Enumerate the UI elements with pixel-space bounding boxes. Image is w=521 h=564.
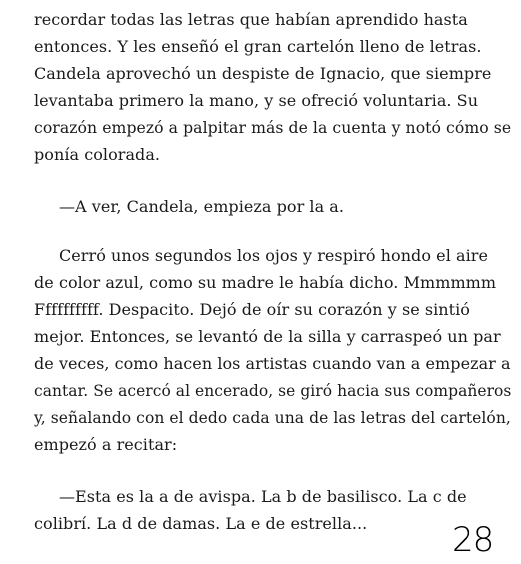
text-line: mejor. Entonces, se levantó de la silla y carraspeó un par xyxy=(34,327,501,346)
text-line: y, señalando con el dedo cada una de las letras del cartelón, xyxy=(34,408,511,427)
text-line: de veces, como hacen los artistas cuando van a empezar a xyxy=(34,354,511,373)
dialogue-line: —A ver, Candela, empieza por la a. xyxy=(59,197,345,216)
text-line: de color azul, como su madre le había dicho. Mmmmmm xyxy=(34,273,497,292)
text-line: colibrí. La d de damas. La e de estrella... xyxy=(34,514,368,533)
text-line: cantar. Se acercó al encerado, se giró hacia sus compañeros xyxy=(34,381,512,400)
text-line: Candela aprovechó un despiste de Ignacio, que siempre xyxy=(34,64,492,83)
text-line: entonces. Y les enseñó el gran cartelón lleno de letras. xyxy=(34,37,482,56)
text-line: ponía colorada. xyxy=(34,145,161,164)
text-line: Ffffffffff. Despacito. Dejó de oír su corazón y se sintió xyxy=(34,300,470,319)
text-line: levantaba primero la mano, y se ofreció voluntaria. Su xyxy=(34,91,479,110)
text-line: recordar todas las letras que habían aprendido hasta xyxy=(34,10,468,29)
dialogue-line: —Esta es la a de avispa. La b de basilisco. La c de xyxy=(59,487,467,506)
page-number: 28 xyxy=(452,520,494,560)
text-line: empezó a recitar: xyxy=(34,435,178,454)
text-line: Cerró unos segundos los ojos y respiró hondo el aire xyxy=(59,246,488,265)
text-line: corazón empezó a palpitar más de la cuenta y notó cómo se xyxy=(34,118,512,137)
